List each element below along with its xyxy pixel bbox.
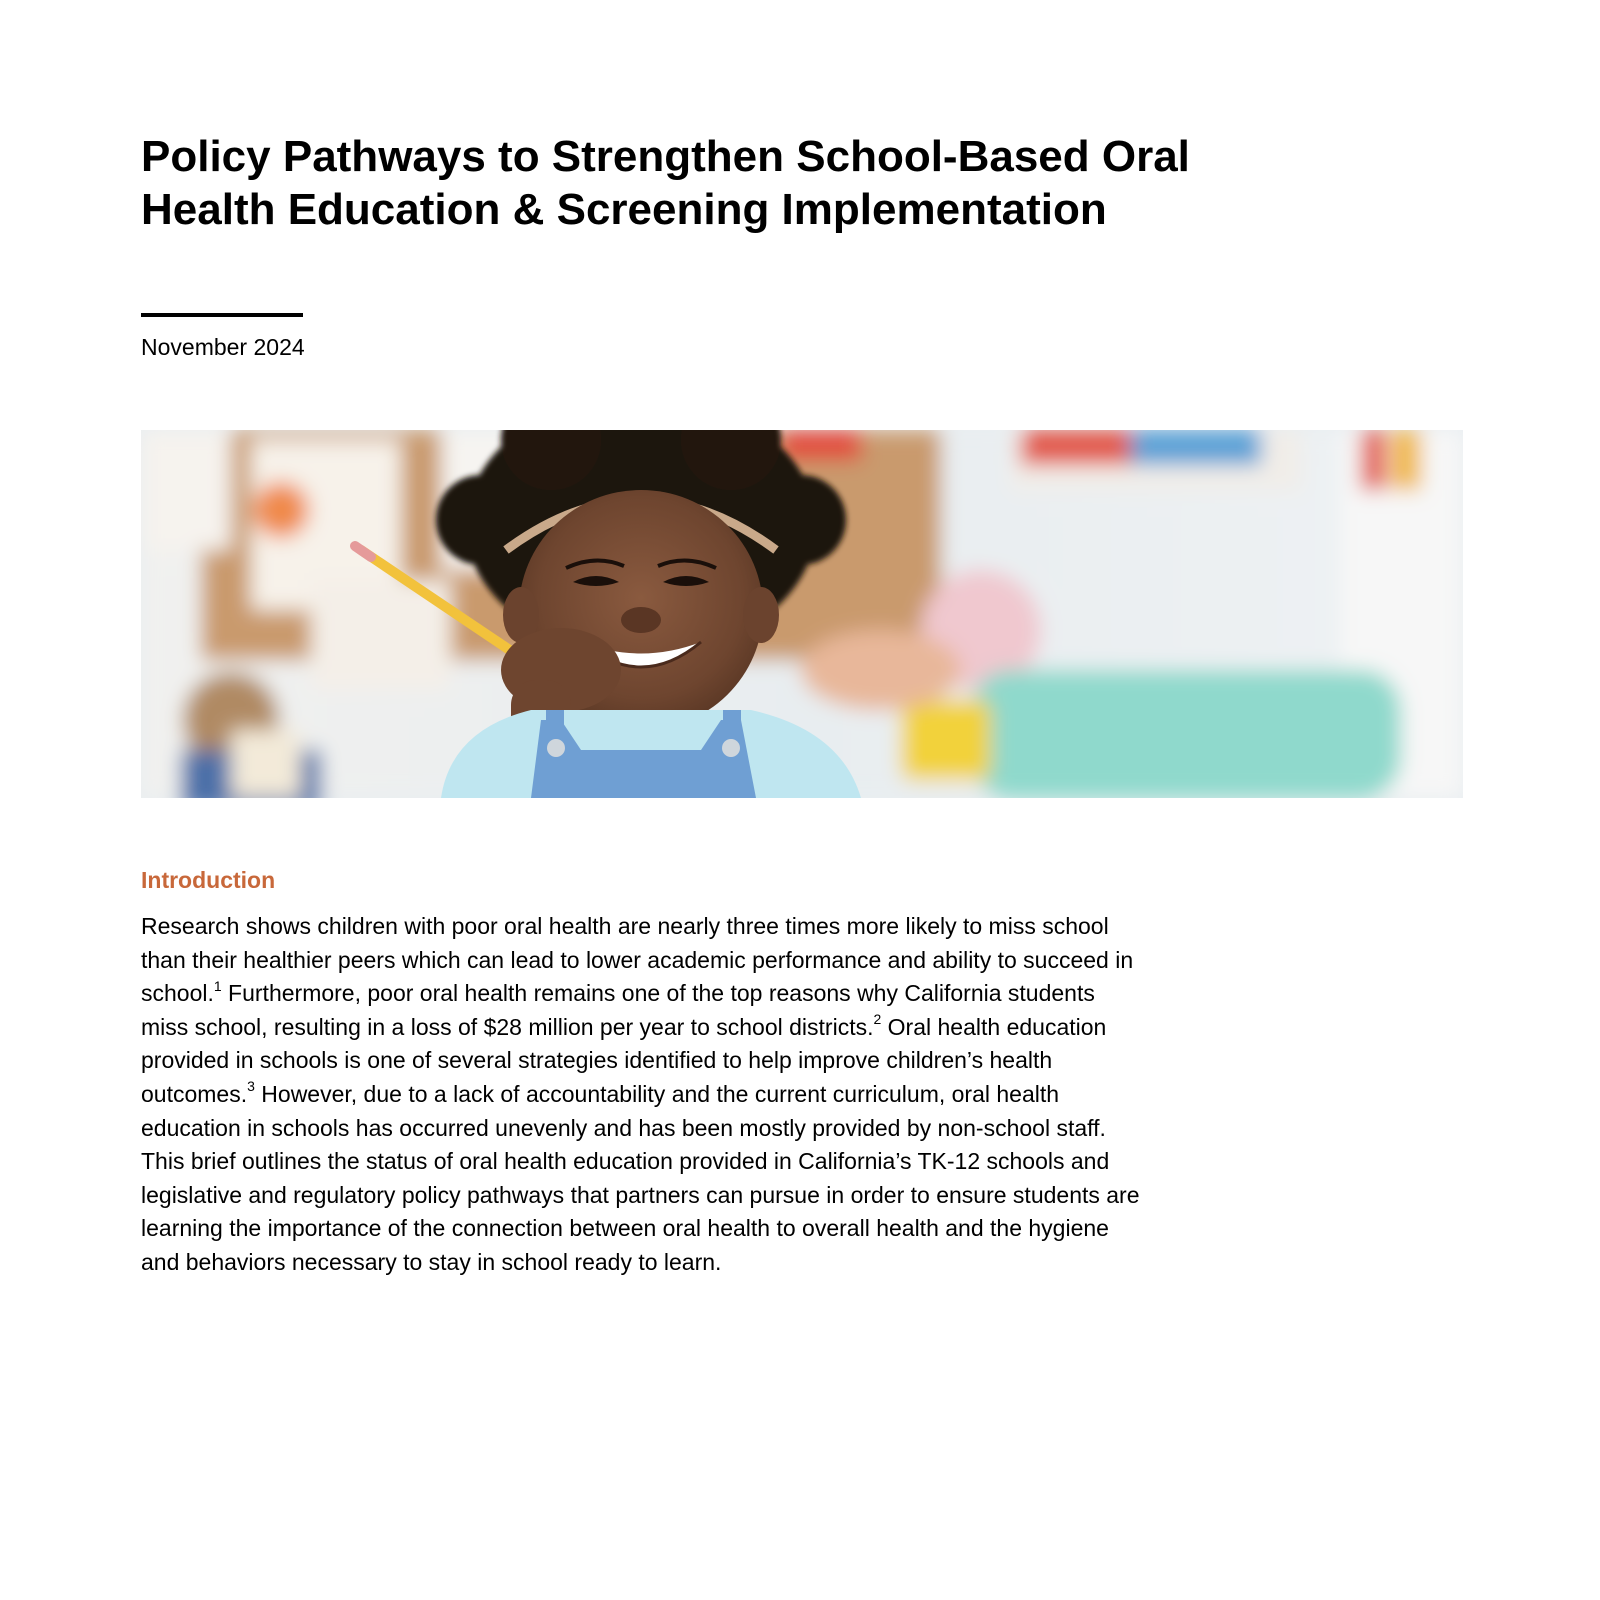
- footnote-reference: 3: [247, 1078, 255, 1095]
- body-line-text: Oral health education: [881, 1013, 1107, 1040]
- publication-date: November 2024: [141, 334, 305, 360]
- body-line: [141, 1112, 1471, 1146]
- body-line: [141, 1246, 1471, 1280]
- body-line-text: However, due to a lack of accountability and the current curriculum, oral health: [254, 1080, 1060, 1107]
- body-line-text: outcomes.: [141, 1080, 248, 1107]
- title-divider: [141, 313, 303, 317]
- body-line: [141, 977, 1471, 1011]
- footnote-reference: 1: [213, 977, 222, 994]
- body-line-text: legislative and regulatory policy pathways that partners can pursue in order to ensure students are: [141, 1181, 1140, 1208]
- body-line-text: learning the importance of the connection between oral health to overall health and the hygiene: [141, 1215, 1109, 1242]
- body-line-text: This brief outlines the status of oral health education provided in California’s TK-12 schools and: [141, 1148, 1110, 1175]
- body-line-text: school.: [141, 980, 214, 1007]
- body-line-text: Furthermore, poor oral health remains one of the top reasons why California students: [221, 980, 1095, 1007]
- body-line: [141, 1179, 1471, 1213]
- body-line: [141, 1078, 1471, 1112]
- body-line-text: provided in schools is one of several strategies identified to help improve children’s health: [141, 1047, 1053, 1074]
- body-line: [141, 1011, 1471, 1045]
- title-line-1: Policy Pathways to Strengthen School-Based Oral: [141, 132, 1190, 181]
- document-title: [141, 130, 1481, 236]
- body-line-text: than their healthier peers which can lead to lower academic performance and ability to succeed in: [141, 946, 1134, 973]
- hero-image: [141, 430, 1463, 798]
- title-line-2: Health Education & Screening Implementation: [141, 185, 1107, 234]
- body-line: [141, 1212, 1471, 1246]
- body-line-text: education in schools has occurred unevenly and has been mostly provided by non-school staff.: [141, 1114, 1106, 1141]
- footnote-reference: 2: [873, 1011, 882, 1028]
- introduction-heading: Introduction: [141, 867, 276, 893]
- body-line: [141, 1044, 1471, 1078]
- body-line: [141, 944, 1471, 978]
- body-line: [141, 1145, 1471, 1179]
- introduction-body: [141, 910, 1471, 1280]
- body-line-text: Research shows children with poor oral health are nearly three times more likely to miss school: [141, 913, 1109, 939]
- body-line-text: and behaviors necessary to stay in school ready to learn.: [141, 1248, 722, 1275]
- body-line-text: miss school, resulting in a loss of $28 million per year to school districts.: [141, 1013, 874, 1040]
- body-line: [141, 910, 1471, 944]
